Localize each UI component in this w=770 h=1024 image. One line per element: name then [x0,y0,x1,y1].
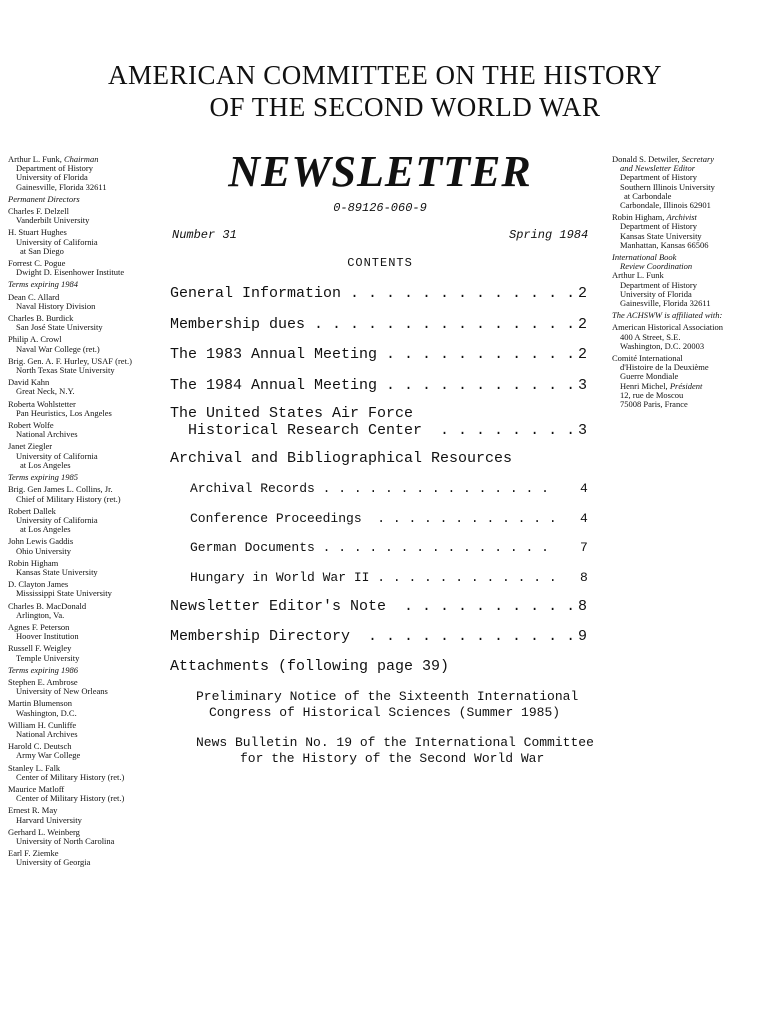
toc-leader: . . . . . . . . . . . . [350,628,576,645]
director-affiliation: Kansas State University [16,566,98,577]
toc-title: Archival Records [190,481,315,496]
director-affiliation: Hoover Institution [16,631,79,642]
toc-leader: . . . . . . . . . . . . [369,570,557,585]
toc-title: The 1984 Annual Meeting [170,377,378,394]
archivist-block [612,213,767,250]
director-affiliation: San José State University [16,322,103,333]
director-entry [8,623,168,641]
director-entry [8,742,168,760]
address-line: Department of History [620,279,697,290]
toc-section [170,450,512,467]
director-entry [8,335,168,353]
director-entry [8,828,168,846]
address-line: Gainesville, Florida 32611 [16,181,107,192]
toc-title: Archival and Bibliographical Resources [170,450,513,467]
permanent-directors-list [8,207,168,277]
director-name: Janet Ziegler [8,441,53,452]
toc-page: 2 [578,316,588,333]
director-name: Robert Dallek [8,505,56,516]
right-column-officers [612,155,767,412]
director-entry [8,699,168,717]
newsletter-title: NEWSLETTER [228,147,532,196]
left-column-directors [8,155,168,871]
director-entry [8,378,168,396]
director-affiliation: National Archives [16,429,78,440]
director-name: Robin Higham [8,557,59,568]
toc-leader: . . . . . . . . . . . [377,346,576,363]
toc-page: 4 [580,481,588,496]
book-review-block [612,253,767,308]
aha-block [612,323,767,351]
toc-page: 8 [580,570,588,585]
director-name: Charles B. Burdick [8,313,74,324]
toc-entry [190,481,549,496]
address-line: 75008 Paris, France [620,399,688,410]
director-affiliation: Naval War College (ret.) [16,343,100,354]
attachment-line: News Bulletin No. 19 of the International Committee [196,735,594,750]
director-affiliation: Ohio University [16,545,72,556]
terms-1986-list [8,678,168,868]
director-entry [8,485,168,503]
director-affiliation: University of California [16,450,98,461]
affiliation-note: The ACHSWW is affiliated with: [612,310,723,321]
toc-entry [170,405,413,422]
toc-page: 2 [578,285,588,302]
book-review-heading2: Review Coordination [620,261,693,272]
director-affiliation: Center of Military History (ret.) [16,793,125,804]
toc-entry [170,377,575,394]
address-line: 400 A Street, S.E. [620,331,681,342]
archivist-name: Robin Higham, [612,212,665,223]
terms-1984-list [8,293,168,470]
comite-block [612,354,767,409]
director-name: William H. Cunliffe [8,719,77,730]
attachment-line: Preliminary Notice of the Sixteenth International [196,689,579,704]
director-affiliation: Center of Military History (ret.) [16,771,125,782]
toc-leader: . . . . . . . . . . . . [361,511,557,526]
toc-title: Membership Directory [170,628,351,645]
director-name: D. Clayton James [8,579,69,590]
toc-entry [170,346,575,363]
director-name: H. Stuart Hughes [8,227,67,238]
toc-entry [190,511,557,526]
director-name: Roberta Wohlstetter [8,398,76,409]
director-affiliation: Vanderbilt University [16,215,90,226]
director-name: Robert Wolfe [8,420,54,431]
toc-page: 3 [578,377,588,394]
toc-page: 4 [580,511,588,526]
toc-leader: . . . . . . . . . . . . . [341,285,576,302]
address-line: Guerre Mondiale [620,371,679,382]
director-entry [8,207,168,225]
toc-page: 9 [578,628,588,645]
toc-page: 8 [578,598,588,615]
director-name: John Lewis Gaddis [8,536,74,547]
toc-title: Historical Research Center [170,422,423,439]
address-line: Department of History [620,221,697,232]
director-name: David Kahn [8,377,50,388]
director-entry [8,559,168,577]
toc-title: German Documents [190,540,315,555]
toc-title: Newsletter Editor's Note [170,598,387,615]
director-name: Martin Blumenson [8,698,72,709]
director-entry [8,644,168,662]
toc-entry [170,285,575,302]
toc-title: The United States Air Force [170,405,414,422]
secretary-role: Secretary [681,154,715,164]
director-affiliation: Temple University [16,652,80,663]
toc-leader: . . . . . . . . . . . . . . . [305,316,576,333]
director-entry [8,421,168,439]
header-title-line2: OF THE SECOND WORLD WAR [209,92,601,122]
address-line: Southern Illinois University [620,181,715,192]
chair-role: Chairman [63,154,99,164]
director-affiliation: University of California [16,514,98,525]
director-name: Gerhard L. Weinberg [8,826,80,837]
director-entry [8,314,168,332]
director-entry [8,357,168,375]
toc-leader: . . . . . . . . . . . [377,377,576,394]
toc-title: General Information [170,285,342,302]
address-line: Washington, D.C. 20003 [620,340,705,351]
address-line: Carbondale, Illinois 62901 [620,200,711,211]
issue-number: Number 31 [172,228,237,242]
address-line: Manhattan, Kansas 66506 [620,239,709,250]
contents-heading: CONTENTS [347,256,413,270]
toc-entry [170,628,575,645]
toc-entry [190,540,549,555]
director-entry [8,400,168,418]
comite-president-role: Président [669,380,703,391]
director-entry [8,442,168,470]
director-name: Harold C. Deutsch [8,741,72,752]
toc-section [170,658,449,675]
director-entry [8,785,168,803]
director-affiliation: at Los Angeles [20,524,71,535]
director-affiliation: Dwight D. Eisenhower Institute [16,267,125,278]
director-entry [8,806,168,824]
address-line: University of Florida [620,288,692,299]
archivist-role: Archivist [666,212,697,223]
director-name: Brig. Gen. A. F. Hurley, USAF (ret.) [8,355,132,366]
director-name: Russell F. Weigley [8,643,72,654]
address-line: Kansas State University [620,230,702,241]
director-entry [8,507,168,535]
director-name: Charles F. Delzell [8,206,69,217]
director-affiliation: Chief of Military History (ret.) [16,493,121,504]
director-affiliation: National Archives [16,728,78,739]
director-name: Dean C. Allard [8,291,60,302]
director-name: Philip A. Crowl [8,334,62,345]
attachment-line: for the History of the Second World War [240,751,545,766]
director-affiliation: Pan Heuristics, Los Angeles [16,407,112,418]
comite-name: Comité International [612,353,683,364]
address-line: Gainesville, Florida 32611 [620,298,711,309]
director-name: Stanley L. Falk [8,762,61,773]
attachment-line: Congress of Historical Sciences (Summer 1985) [209,705,561,720]
toc-entry-continued [170,422,575,439]
address-line: Department of History [620,172,697,183]
director-affiliation: North Texas State University [16,365,115,376]
aha-name: American Historical Association [612,322,723,333]
chair-block [8,155,168,192]
address-line: Department of History [16,163,93,174]
director-name: Ernest R. May [8,805,58,816]
toc-leader: . . . . . . . . . . . . . . . [314,540,549,555]
toc-leader: . . . . . . . . . . [386,598,576,615]
toc-title: Attachments (following page 39) [170,658,450,675]
director-affiliation: University of North Carolina [16,836,115,846]
terms-1986-heading: Terms expiring 1986 [8,664,79,675]
issue-season: Spring 1984 [509,228,589,242]
terms-1984-heading: Terms expiring 1984 [8,279,79,290]
terms-1985-list [8,485,168,662]
director-entry [8,293,168,311]
director-affiliation: at San Diego [20,245,64,256]
toc-title: Hungary in World War II [190,570,370,585]
toc-entry [190,570,557,585]
director-entry [8,678,168,696]
toc-leader: . . . . . . . . . . . . . . . [314,481,549,496]
director-entry [8,537,168,555]
director-entry [8,849,168,867]
director-entry [8,764,168,782]
director-name: Maurice Matloff [8,783,65,794]
permanent-directors-heading: Permanent Directors [8,193,80,204]
address-line: 12, rue de Moscou [620,389,684,400]
address-line: at Carbondale [624,190,672,201]
book-review-name: Arthur L. Funk [612,270,664,281]
toc-title: Conference Proceedings [190,511,362,526]
director-name: Stephen E. Ambrose [8,676,78,687]
director-affiliation: University of California [16,236,98,247]
book-review-heading: International Book [612,252,677,263]
secretary-block [612,155,767,210]
comite-president-name: Henri Michel, [620,380,668,391]
toc-page: 7 [580,540,588,555]
director-name: Earl F. Ziemke [8,848,59,859]
director-entry [8,602,168,620]
director-entry [8,259,168,277]
header-title-line1: AMERICAN COMMITTEE ON THE HISTORY [107,60,662,90]
toc-page: 2 [578,346,588,363]
toc-entry [170,316,575,333]
director-name: Forrest C. Pogue [8,258,66,269]
toc-page: 3 [578,422,588,439]
director-affiliation: University of Georgia [16,857,91,868]
director-entry [8,721,168,739]
toc-title: Membership dues [170,316,306,333]
secretary-role2: and Newsletter Editor [620,163,696,174]
director-affiliation: Army War College [16,750,81,761]
toc-title: The 1983 Annual Meeting [170,346,378,363]
director-name: Brig. Gen James L. Collins, Jr. [8,484,113,495]
address-line: University of Florida [16,172,88,183]
address-line: d'Histoire de la Deuxième [620,362,709,373]
director-name: Charles B. MacDonald [8,600,87,611]
chair-name: Arthur L. Funk, [8,154,62,164]
director-entry [8,228,168,256]
director-affiliation: Harvard University [16,814,82,825]
director-affiliation: at Los Angeles [20,459,71,470]
director-affiliation: Naval History Division [16,300,96,311]
director-affiliation: Washington, D.C. [16,707,77,718]
director-affiliation: Arlington, Va. [16,609,65,620]
toc-leader: . . . . . . . . [422,422,576,439]
director-affiliation: Mississippi State University [16,588,112,599]
secretary-name: Donald S. Detwiler, [612,154,680,164]
toc-entry [170,598,575,615]
director-affiliation: University of New Orleans [16,686,108,697]
terms-1985-heading: Terms expiring 1985 [8,472,79,483]
director-name: Agnes F. Peterson [8,621,70,632]
isbn: 0-89126-060-9 [333,201,427,215]
director-entry [8,580,168,598]
director-affiliation: Great Neck, N.Y. [16,386,75,397]
